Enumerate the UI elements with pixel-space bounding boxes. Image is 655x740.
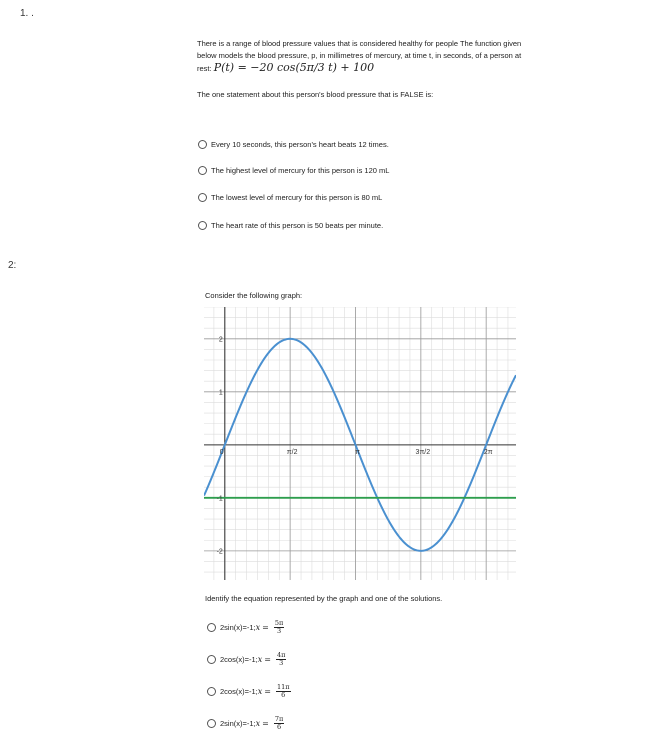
x-tick-label: 0 bbox=[219, 448, 224, 456]
variable-x: x bbox=[255, 719, 261, 728]
fraction-denominator: 3 bbox=[279, 659, 284, 667]
radio-button[interactable] bbox=[198, 193, 207, 202]
q1-option-2[interactable] bbox=[198, 166, 389, 175]
fraction-denominator: 6 bbox=[277, 723, 282, 731]
q2-option-3[interactable] bbox=[207, 684, 291, 699]
y-tick-label: 1 bbox=[218, 389, 223, 397]
radio-button[interactable] bbox=[207, 623, 216, 632]
radio-button[interactable] bbox=[198, 166, 207, 175]
equals-sign: = bbox=[264, 687, 271, 696]
question-1-prompt bbox=[197, 38, 527, 75]
equals-sign: = bbox=[262, 623, 269, 632]
solution-fraction bbox=[274, 716, 284, 731]
equals-sign: = bbox=[262, 719, 269, 728]
x-tick-label: 3π/2 bbox=[415, 448, 431, 456]
fraction-numerator: 4π bbox=[276, 651, 286, 659]
radio-button[interactable] bbox=[207, 687, 216, 696]
x-tick-label: π bbox=[355, 448, 360, 456]
radio-button[interactable] bbox=[207, 719, 216, 728]
solution-fraction bbox=[276, 684, 291, 699]
q1-option-2-label: The highest level of mercury for this person is 120 mL bbox=[211, 166, 390, 175]
q2-option-2[interactable] bbox=[207, 652, 286, 667]
variable-x: x bbox=[257, 655, 263, 664]
q1-option-3[interactable] bbox=[198, 193, 382, 202]
blood-pressure-formula: P(t) = −20 cos(5π/3 t) + 100 bbox=[213, 61, 375, 74]
q2-option-3-equation: 2cos(x)=-1; bbox=[220, 687, 258, 696]
x-tick-label: 2π bbox=[483, 448, 493, 456]
radio-button[interactable] bbox=[198, 140, 207, 149]
q2-option-2-equation: 2cos(x)=-1; bbox=[220, 655, 258, 664]
q1-option-1[interactable] bbox=[198, 140, 389, 149]
question-2-instruction: Identify the equation represented by the graph and one of the solutions. bbox=[205, 594, 443, 603]
y-tick-label: -2 bbox=[216, 548, 223, 556]
fraction-numerator: 7π bbox=[274, 715, 284, 723]
question-2-number: 2: bbox=[8, 260, 17, 271]
q1-option-1-label: Every 10 seconds, this person's heart beats 12 times. bbox=[211, 140, 389, 149]
equals-sign: = bbox=[264, 655, 271, 664]
fraction-denominator: 3 bbox=[277, 627, 282, 635]
solution-fraction bbox=[274, 620, 284, 635]
variable-x: x bbox=[257, 687, 263, 696]
fraction-denominator: 6 bbox=[281, 691, 286, 699]
question-1-number: 1. . bbox=[20, 8, 34, 19]
question-1-prompt-text: There is a range of blood pressure values that is considered healthy for people The function given below models the blood pressure, p, in millimetres of mercury, at time t, in seconds, of a person at rest: bbox=[197, 39, 522, 73]
q2-option-4-equation: 2sin(x)=-1; bbox=[220, 719, 256, 728]
sine-graph bbox=[204, 307, 516, 580]
radio-button[interactable] bbox=[198, 221, 207, 230]
fraction-numerator: 5π bbox=[274, 619, 284, 627]
q1-option-4[interactable] bbox=[198, 221, 383, 230]
radio-button[interactable] bbox=[207, 655, 216, 664]
q2-option-1-equation: 2sin(x)=-1; bbox=[220, 623, 256, 632]
q2-option-1[interactable] bbox=[207, 620, 284, 635]
fraction-numerator: 11π bbox=[276, 683, 290, 691]
x-tick-label: π/2 bbox=[286, 448, 298, 456]
q1-option-4-label: The heart rate of this person is 50 beats per minute. bbox=[211, 221, 384, 230]
y-tick-label: 2 bbox=[218, 336, 223, 344]
question-2-prompt: Consider the following graph: bbox=[205, 291, 303, 300]
y-tick-label: -1 bbox=[216, 495, 223, 503]
variable-x: x bbox=[255, 623, 261, 632]
q1-option-3-label: The lowest level of mercury for this person is 80 mL bbox=[211, 193, 383, 202]
plot-background bbox=[204, 307, 516, 580]
question-1-instruction: The one statement about this person's blood pressure that is FALSE is: bbox=[197, 90, 434, 99]
q2-option-4[interactable] bbox=[207, 716, 284, 731]
solution-fraction bbox=[276, 652, 286, 667]
